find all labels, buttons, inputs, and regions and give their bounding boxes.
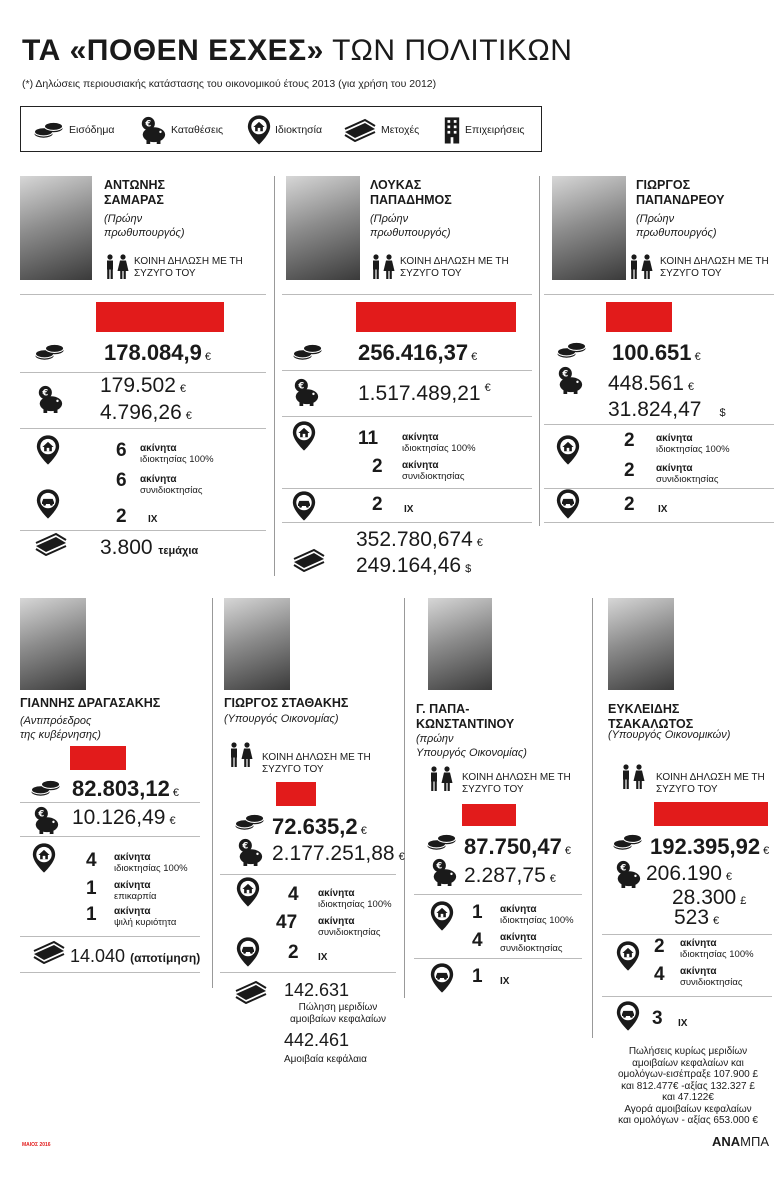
papandreou-role: (Πρώην πρωθυπουργός) bbox=[636, 213, 717, 239]
papadimos-name: ΛΟΥΚΑΣ ΠΑΠΑΔΗΜΟΣ bbox=[370, 178, 452, 207]
piggy-bank-icon bbox=[430, 858, 458, 886]
house-pin-icon bbox=[32, 842, 56, 874]
tsakalotos-income: 192.395,92 € bbox=[650, 834, 770, 859]
piggy-bank-icon bbox=[556, 366, 584, 394]
photo-tsakalotos bbox=[608, 598, 674, 690]
divider bbox=[282, 522, 532, 523]
divider bbox=[414, 958, 582, 959]
car-pin-icon bbox=[556, 488, 580, 520]
stathakis-prop-count-2: 47 bbox=[276, 912, 298, 933]
divider bbox=[544, 294, 774, 295]
divider bbox=[20, 936, 200, 937]
papandreou-cars: 2 bbox=[624, 494, 635, 515]
stathakis-funds-1: 142.631 bbox=[284, 980, 350, 1000]
papandreou-prop-count-1: 2 bbox=[624, 430, 635, 451]
ana-mpa-logo: ΑΝΑΜΠΑ bbox=[712, 1134, 770, 1149]
piggy-bank-icon bbox=[36, 385, 64, 413]
papakonstantinou-prop-count-1: 1 bbox=[472, 902, 483, 923]
divider bbox=[274, 176, 275, 576]
dragasakis-name: ΓΙΑΝΝΗΣ ΔΡΑΓΑΣΑΚΗΣ bbox=[20, 696, 161, 710]
papandreou-deposit-2: 31.824,47 $ bbox=[608, 398, 726, 421]
papakonstantinou-prop-label-2: ακίνητα συνιδιοκτησίας bbox=[500, 932, 563, 954]
samaras-name: ΑΝΤΩΝΗΣ ΣΑΜΑΡΑΣ bbox=[104, 178, 166, 207]
samaras-prop-label-2: ακίνητα συνιδιοκτησίας bbox=[140, 474, 203, 496]
dragasakis-deposit-1: 10.126,49 € bbox=[72, 806, 176, 829]
shares-stack-icon bbox=[343, 118, 377, 142]
couple-icon bbox=[428, 766, 454, 792]
samaras-cars: 2 bbox=[116, 506, 127, 527]
redacted-bar bbox=[356, 302, 516, 332]
photo-samaras bbox=[20, 176, 92, 280]
divider bbox=[544, 424, 774, 425]
papandreou-name: ΓΙΩΡΓΟΣ ΠΑΠΑΝΔΡΕΟΥ bbox=[636, 178, 725, 207]
papadimos-cars-label: ΙΧ bbox=[404, 504, 414, 515]
tsakalotos-deposit-2: 28.300 £ bbox=[672, 886, 747, 909]
stathakis-funds-2: 442.461 bbox=[284, 1030, 350, 1050]
samaras-cars-label: ΙΧ bbox=[148, 514, 158, 525]
stathakis-prop-label-1: ακίνητα ιδιοκτησίας 100% bbox=[318, 888, 392, 910]
car-pin-icon bbox=[236, 936, 260, 968]
papadimos-shares-2: 249.164,46 $ bbox=[356, 554, 472, 577]
photo-papakonstantinou bbox=[428, 598, 492, 690]
joint-declaration: ΚΟΙΝΗ ΔΗΛΩΣΗ ΜΕ ΤΗ ΣΥΖΥΓΟ ΤΟΥ bbox=[656, 772, 765, 795]
legend-property-label: Ιδιοκτησία bbox=[275, 124, 323, 136]
papadimos-income: 256.416,37 € bbox=[358, 340, 478, 365]
papakonstantinou-prop-label-1: ακίνητα ιδιοκτησίας 100% bbox=[500, 904, 574, 926]
joint-declaration: ΚΟΙΝΗ ΔΗΛΩΣΗ ΜΕ ΤΗ ΣΥΖΥΓΟ ΤΟΥ bbox=[134, 256, 243, 279]
piggy-bank-icon bbox=[139, 116, 167, 144]
papadimos-prop-count-1: 11 bbox=[358, 428, 379, 449]
stathakis-prop-count-1: 4 bbox=[288, 884, 299, 905]
papakonstantinou-name: Γ. ΠΑΠΑ- ΚΩΝΣΤΑΝΤΙΝΟΥ bbox=[416, 702, 515, 731]
photo-dragasakis bbox=[20, 598, 86, 690]
piggy-bank-icon bbox=[614, 860, 642, 888]
coins-icon bbox=[33, 120, 65, 140]
subtitle: (*) Δηλώσεις περιουσιακής κατάστασης του οικονομικού έτους 2013 (για χρήση του 2012) bbox=[22, 78, 437, 90]
papakonstantinou-cars: 1 bbox=[472, 966, 483, 987]
house-pin-icon bbox=[236, 876, 260, 908]
dragasakis-prop-label-3: ακίνητα ψιλή κυριότητα bbox=[114, 906, 177, 928]
legend-deposits-label: Καταθέσεις bbox=[171, 124, 224, 136]
papakonstantinou-deposit-1: 2.287,75 € bbox=[464, 864, 556, 887]
piggy-bank-icon bbox=[32, 806, 60, 834]
stathakis-name: ΓΙΩΡΓΟΣ ΣΤΑΘΑΚΗΣ bbox=[224, 696, 349, 710]
samaras-prop-count-2: 6 bbox=[116, 470, 127, 491]
divider bbox=[282, 294, 532, 295]
papakonstantinou-role: (πρώην Υπουργός Οικονομίας) bbox=[416, 733, 527, 759]
stathakis-funds-2-label: Αμοιβαία κεφάλαια bbox=[284, 1054, 367, 1065]
papadimos-deposit-1: 1.517.489,21 € bbox=[358, 382, 491, 405]
shares-stack-icon bbox=[34, 532, 68, 556]
couple-icon bbox=[228, 742, 254, 768]
papadimos-cars: 2 bbox=[372, 494, 383, 515]
coins-icon bbox=[34, 342, 66, 362]
legend-income-label: Εισόδημα bbox=[69, 124, 115, 136]
divider bbox=[602, 934, 772, 935]
papandreou-income: 100.651 € bbox=[612, 340, 701, 365]
piggy-bank-icon bbox=[292, 378, 320, 406]
dragasakis-prop-label-1: ακίνητα ιδιοκτησίας 100% bbox=[114, 852, 188, 874]
joint-declaration: ΚΟΙΝΗ ΔΗΛΩΣΗ ΜΕ ΤΗ ΣΥΖΥΓΟ ΤΟΥ bbox=[262, 752, 371, 775]
coins-icon bbox=[234, 812, 266, 832]
tsakalotos-cars: 3 bbox=[652, 1008, 663, 1029]
samaras-deposit-1: 179.502 € bbox=[100, 374, 187, 397]
legend-income bbox=[33, 107, 114, 153]
title-thin: ΤΩΝ ΠΟΛΙΤΙΚΩΝ bbox=[332, 34, 573, 67]
couple-icon bbox=[370, 254, 396, 280]
divider bbox=[592, 598, 593, 1038]
joint-declaration: ΚΟΙΝΗ ΔΗΛΩΣΗ ΜΕ ΤΗ ΣΥΖΥΓΟ ΤΟΥ bbox=[660, 256, 769, 279]
divider bbox=[282, 370, 532, 371]
tsakalotos-name: ΕΥΚΛΕΙΔΗΣ ΤΣΑΚΑΛΩΤΟΣ bbox=[608, 702, 694, 731]
divider bbox=[20, 428, 266, 429]
divider bbox=[602, 996, 772, 997]
joint-declaration: ΚΟΙΝΗ ΔΗΛΩΣΗ ΜΕ ΤΗ ΣΥΖΥΓΟ ΤΟΥ bbox=[462, 772, 571, 795]
coins-icon bbox=[426, 832, 458, 852]
legend-shares bbox=[343, 107, 419, 153]
papakonstantinou-prop-count-2: 4 bbox=[472, 930, 483, 951]
samaras-shares: 3.800 τεμάχια bbox=[100, 536, 199, 559]
divider bbox=[20, 530, 266, 531]
divider bbox=[544, 522, 774, 523]
dragasakis-prop-label-2: ακίνητα επικαρπία bbox=[114, 880, 157, 902]
title-bold: ΤΑ «ΠΟΘΕΝ ΕΣΧΕΣ» bbox=[22, 34, 324, 67]
joint-declaration: ΚΟΙΝΗ ΔΗΛΩΣΗ ΜΕ ΤΗ ΣΥΖΥΓΟ ΤΟΥ bbox=[400, 256, 509, 279]
divider bbox=[20, 802, 200, 803]
couple-icon bbox=[620, 764, 646, 790]
couple-icon bbox=[104, 254, 130, 280]
tsakalotos-deposit-3: 523 € bbox=[674, 906, 720, 929]
papadimos-role: (Πρώην πρωθυπουργός) bbox=[370, 213, 451, 239]
car-pin-icon bbox=[36, 488, 60, 520]
stathakis-role: (Υπουργός Οικονομίας) bbox=[224, 713, 339, 725]
piggy-bank-icon bbox=[236, 838, 264, 866]
shares-stack-icon bbox=[234, 980, 268, 1004]
page-title bbox=[22, 34, 572, 68]
tsakalotos-role: (Υπουργός Οικονομικών) bbox=[608, 729, 731, 741]
redacted-bar bbox=[462, 804, 516, 826]
redacted-bar bbox=[70, 746, 126, 770]
dragasakis-role: (Αντιπρόεδρος της κυβέρνησης) bbox=[20, 715, 101, 741]
tsakalotos-note: Πωλήσεις κυρίως μεριδίων αμοιβαίων κεφαλαίων και ομολόγων-εισέπραξε 107.900 £ και 812.477€ -αξίας 132.327 £ και 47.122€ Αγορά αμοιβαίων κεφαλαίων και ομολόγων - αξίας 653.000 € bbox=[617, 1046, 759, 1126]
divider bbox=[20, 294, 266, 295]
house-pin-icon bbox=[36, 434, 60, 466]
footer-date: ΜΑΙΟΣ 2016 bbox=[22, 1142, 51, 1148]
dragasakis-shares: 14.040 (αποτίμηση) bbox=[70, 946, 201, 966]
stathakis-cars-label: ΙΧ bbox=[318, 952, 328, 963]
divider bbox=[282, 416, 532, 417]
tsakalotos-cars-label: ΙΧ bbox=[678, 1018, 688, 1029]
house-pin-icon bbox=[616, 940, 640, 972]
divider bbox=[212, 598, 213, 988]
stathakis-prop-label-2: ακίνητα συνιδιοκτησίας bbox=[318, 916, 381, 938]
papakonstantinou-income: 87.750,47 € bbox=[464, 834, 572, 859]
papandreou-prop-count-2: 2 bbox=[624, 460, 635, 481]
divider bbox=[20, 836, 200, 837]
samaras-prop-count-1: 6 bbox=[116, 440, 127, 461]
divider bbox=[282, 488, 532, 489]
house-pin-icon bbox=[556, 434, 580, 466]
samaras-income: 178.084,9 € bbox=[104, 340, 212, 365]
legend-companies-label: Επιχειρήσεις bbox=[465, 124, 525, 136]
coins-icon bbox=[612, 832, 644, 852]
samaras-prop-label-1: ακίνητα ιδιοκτησίας 100% bbox=[140, 443, 214, 465]
dragasakis-prop-count-3: 1 bbox=[86, 904, 97, 925]
tsakalotos-deposit-1: 206.190 € bbox=[646, 862, 733, 885]
coins-icon bbox=[30, 778, 62, 798]
samaras-role: (Πρώην πρωθυπουργός) bbox=[104, 213, 185, 239]
tsakalotos-prop-count-2: 4 bbox=[654, 964, 665, 985]
samaras-deposit-2: 4.796,26 € bbox=[100, 401, 192, 424]
papandreou-prop-label-1: ακίνητα ιδιοκτησίας 100% bbox=[656, 433, 730, 455]
tsakalotos-prop-label-2: ακίνητα συνιδιοκτησίας bbox=[680, 966, 743, 988]
redacted-bar bbox=[276, 782, 316, 806]
house-pin-icon bbox=[292, 420, 316, 452]
shares-stack-icon bbox=[292, 548, 326, 572]
dragasakis-income: 82.803,12 € bbox=[72, 776, 180, 801]
car-pin-icon bbox=[292, 490, 316, 522]
legend-companies bbox=[443, 107, 524, 153]
tsakalotos-prop-count-1: 2 bbox=[654, 936, 665, 957]
legend-shares-label: Μετοχές bbox=[381, 124, 420, 136]
stathakis-cars: 2 bbox=[288, 942, 299, 963]
divider bbox=[414, 894, 582, 895]
stathakis-funds-1-label: Πώληση μεριδίων αμοιβαίων κεφαλαίων bbox=[289, 1002, 387, 1025]
papakonstantinou-cars-label: ΙΧ bbox=[500, 976, 510, 987]
papadimos-prop-label-2: ακίνητα συνιδιοκτησίας bbox=[402, 460, 465, 482]
divider bbox=[539, 176, 540, 526]
dragasakis-prop-count-2: 1 bbox=[86, 878, 97, 899]
dragasakis-prop-count-1: 4 bbox=[86, 850, 97, 871]
papadimos-prop-count-2: 2 bbox=[372, 456, 383, 477]
photo-papandreou bbox=[552, 176, 626, 280]
papadimos-prop-label-1: ακίνητα ιδιοκτησίας 100% bbox=[402, 432, 476, 454]
house-pin-icon bbox=[430, 900, 454, 932]
shares-stack-icon bbox=[32, 940, 66, 964]
stathakis-deposit-1: 2.177.251,88 € bbox=[272, 842, 405, 865]
coins-icon bbox=[556, 340, 588, 360]
papandreou-cars-label: ΙΧ bbox=[658, 504, 668, 515]
papadimos-shares-1: 352.780,674 € bbox=[356, 528, 483, 551]
divider bbox=[20, 372, 266, 373]
divider bbox=[404, 598, 405, 998]
papandreou-prop-label-2: ακίνητα συνιδιοκτησίας bbox=[656, 463, 719, 485]
house-pin-icon bbox=[247, 114, 271, 146]
car-pin-icon bbox=[430, 962, 454, 994]
redacted-bar bbox=[96, 302, 224, 332]
legend-deposits bbox=[139, 107, 223, 153]
legend-box bbox=[20, 106, 542, 152]
building-icon bbox=[443, 116, 461, 144]
couple-icon bbox=[628, 254, 654, 280]
car-pin-icon bbox=[616, 1000, 640, 1032]
photo-papadimos bbox=[286, 176, 360, 280]
divider bbox=[20, 972, 200, 973]
photo-stathakis bbox=[224, 598, 290, 690]
legend-property bbox=[247, 107, 322, 153]
stathakis-income: 72.635,2 € bbox=[272, 814, 367, 839]
divider bbox=[220, 972, 396, 973]
papandreou-deposit-1: 448.561 € bbox=[608, 372, 695, 395]
divider bbox=[220, 874, 396, 875]
tsakalotos-prop-label-1: ακίνητα ιδιοκτησίας 100% bbox=[680, 938, 754, 960]
redacted-bar bbox=[654, 802, 768, 826]
coins-icon bbox=[292, 342, 324, 362]
redacted-bar bbox=[606, 302, 672, 332]
